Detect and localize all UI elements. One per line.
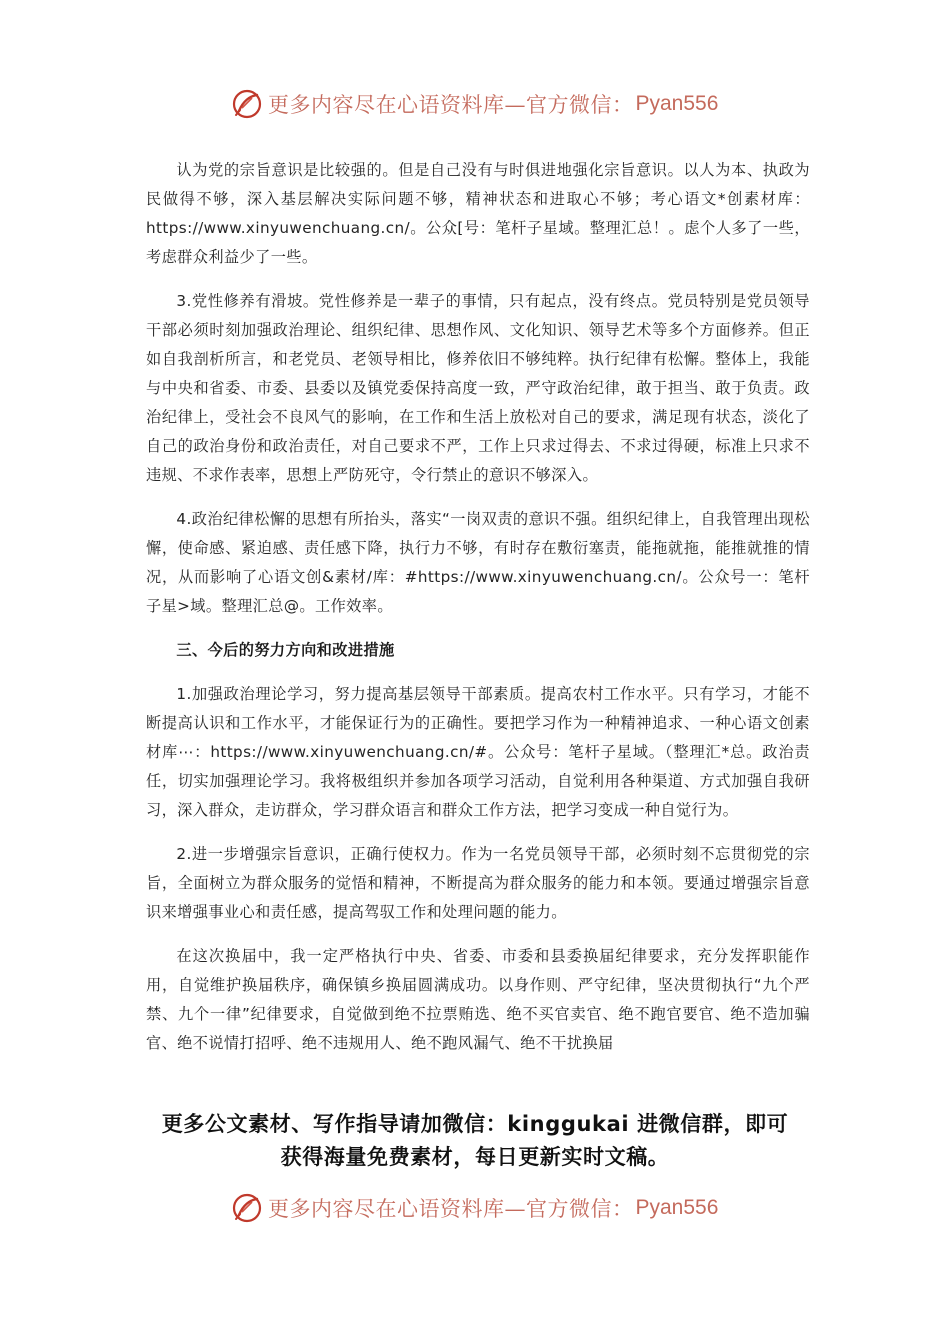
footer-brand-text: 更多内容尽在心语资料库—官方微信： [268, 1197, 634, 1221]
brand-logo-icon [230, 1191, 264, 1225]
promo-line-1: 更多公文素材、写作指导请加微信：kinggukai 进微信群，即可 [161, 1112, 789, 1136]
footer-wechat-id: Pyan556 [635, 1196, 719, 1219]
paragraph-1: 认为党的宗旨意识是比较强的。但是自己没有与时俱进地强化宗旨意识。以人为本、执政为民做得不够，深入基层解决实际问题不够，精神状态和进取心不够；考心语文*创素材库：https://www.xinyuwenchuang.cn/。公众[号：笔杆子星域。整理汇总！。虑个人多了一些，考虑群众利益少了一些。 [146, 161, 810, 266]
promo-line-2: 获得海量免费素材，每日更新实时文稿。 [280, 1145, 670, 1169]
header-wechat-id: Pyan556 [635, 92, 719, 115]
footer-brand-banner [0, 1188, 950, 1228]
header-brand-banner [0, 84, 950, 124]
brand-logo-icon [230, 87, 264, 121]
document-body [146, 156, 810, 1058]
paragraph-4: 1.加强政治理论学习，努力提高基层领导干部素质。提高农村工作水平。只有学习，才能不断提高认识和工作水平，才能保证行为的正确性。要把学习作为一种精神追求、一种心语文创素材库⋯：https://www.xinyuwenchuang.cn/#。公众号：笔杆子星域。（整理汇*总。政治责任，切实加强理论学习。我将极组织并参加各项学习活动，自觉利用各种渠道、方式加强自我研习，深入群众，走访群众，学习群众语言和群众工作方法，把学习变成一种自觉行为。 [146, 685, 810, 819]
paragraph-3: 4.政治纪律松懈的思想有所抬头，落实“一岗双责的意识不强。组织纪律上，自我管理出现松懈，使命感、紧迫感、责任感下降，执行力不够，有时存在敷衍塞责，能拖就拖，能推就推的情况，从而影响了心语文创&素材/库：#https://www.xinyuwenchuang.cn/。公众号一：笔杆子星>域。整理汇总@。工作效率。 [146, 510, 810, 615]
section-heading: 三、今后的努力方向和改进措施 [176, 641, 395, 659]
paragraph-6: 在这次换届中，我一定严格执行中央、省委、市委和县委换届纪律要求，充分发挥职能作用，自觉维护换届秩序，确保镇乡换届圆满成功。以身作则、严守纪律，坚决贯彻执行“九个严禁、九个一律”纪律要求，自觉做到绝不拉票贿选、绝不买官卖官、绝不跑官要官、绝不造加骗官、绝不说情打招呼、绝不违规用人、绝不跑风漏气、绝不干扰换届 [146, 947, 810, 1052]
promo-notice [0, 1108, 950, 1174]
header-brand-text: 更多内容尽在心语资料库—官方微信： [268, 93, 634, 117]
paragraph-5: 2.进一步增强宗旨意识，正确行使权力。作为一名党员领导干部，必须时刻不忘贯彻党的宗旨，全面树立为群众服务的觉悟和精神，不断提高为群众服务的能力和本领。要通过增强宗旨意识来增强事业心和责任感，提高驾驭工作和处理问题的能力。 [146, 845, 810, 921]
paragraph-2: 3.党性修养有滑坡。党性修养是一辈子的事情，只有起点，没有终点。党员特别是党员领导干部必须时刻加强政治理论、组织纪律、思想作风、文化知识、领导艺术等多个方面修养。但正如自我剖析所言，和老党员、老领导相比，修养依旧不够纯粹。执行纪律有松懈。整体上，我能与中央和省委、市委、县委以及镇党委保持高度一致，严守政治纪律，敢于担当、敢于负责。政治纪律上，受社会不良风气的影响，在工作和生活上放松对自己的要求，满足现有状态，淡化了自己的政治身份和政治责任，对自己要求不严，工作上只求过得去、不求过得硬，标准上只求不违规、不求作表率，思想上严防死守，令行禁止的意识不够深入。 [146, 292, 810, 484]
